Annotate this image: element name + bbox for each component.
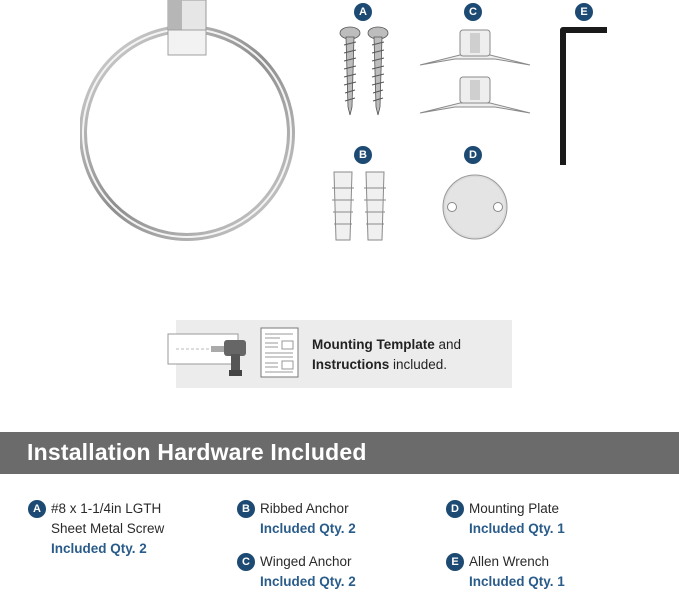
legend-badge-b: B xyxy=(237,500,255,518)
legend-item-winged-anchor xyxy=(260,552,356,592)
legend-qty: Included Qty. 2 xyxy=(51,541,147,556)
legend-label: Winged Anchor xyxy=(260,554,352,569)
banner-title: Installation Hardware Included xyxy=(27,439,367,465)
badge-e: E xyxy=(575,3,593,21)
mounting-template-note xyxy=(312,335,461,375)
allen-wrench-image xyxy=(555,25,615,170)
legend-qty: Included Qty. 2 xyxy=(260,574,356,589)
legend-qty: Included Qty. 1 xyxy=(469,574,565,589)
legend-label: Ribbed Anchor xyxy=(260,501,349,516)
sheet-metal-screw-image xyxy=(335,25,395,120)
template-bold-2: Instructions xyxy=(312,357,390,372)
template-bold-1: Mounting Template xyxy=(312,337,435,352)
legend-badge-c: C xyxy=(237,553,255,571)
instructions-icon xyxy=(260,327,300,379)
ribbed-anchor-image xyxy=(328,170,393,245)
badge-c: C xyxy=(464,3,482,21)
legend-item-screw xyxy=(51,499,164,559)
legend-label: #8 x 1-1/4in LGTH xyxy=(51,501,162,516)
legend-label-2: Sheet Metal Screw xyxy=(51,521,165,536)
template-mid: and xyxy=(434,337,462,352)
legend-badge-e: E xyxy=(446,553,464,571)
towel-ring-image xyxy=(80,0,310,245)
drill-template-icon xyxy=(166,326,256,381)
legend-label: Mounting Plate xyxy=(469,501,560,516)
legend-badge-a: A xyxy=(28,500,46,518)
legend-label: Allen Wrench xyxy=(469,554,550,569)
legend-badge-d: D xyxy=(446,500,464,518)
winged-anchor-image xyxy=(415,25,535,120)
legend-qty: Included Qty. 1 xyxy=(469,521,565,536)
legend-qty: Included Qty. 2 xyxy=(260,521,356,536)
badge-d: D xyxy=(464,146,482,164)
legend-item-ribbed-anchor xyxy=(260,499,356,539)
badge-b: B xyxy=(354,146,372,164)
legend-item-allen-wrench xyxy=(469,552,565,592)
template-end: included. xyxy=(389,357,448,372)
mounting-plate-image xyxy=(435,172,515,242)
legend-item-mounting-plate xyxy=(469,499,565,539)
badge-a: A xyxy=(354,3,372,21)
